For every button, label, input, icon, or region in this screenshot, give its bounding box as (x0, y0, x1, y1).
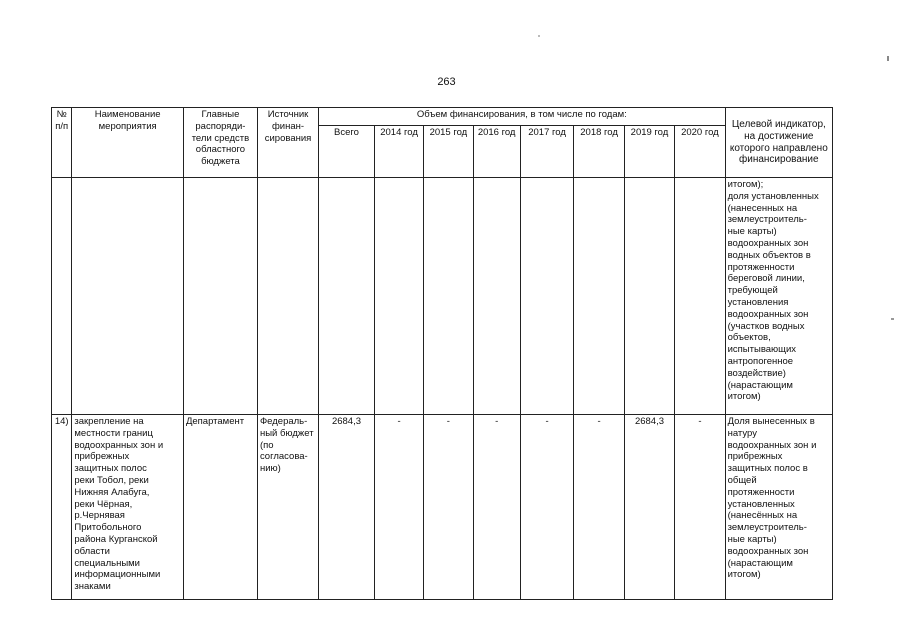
year-cell: - (424, 415, 473, 600)
year-cell: - (374, 415, 423, 600)
header-year: 2015 год (424, 126, 473, 178)
scan-artifact (891, 318, 894, 320)
header-volume: Объем финансирования, в том числе по годам: (319, 108, 726, 126)
table-header-row (52, 108, 833, 126)
scan-artifact (887, 56, 889, 61)
table-cell (520, 178, 574, 415)
table-cell (574, 178, 624, 415)
table-row (52, 178, 833, 415)
activity-name: закрепление на местности границ водоохранных зон и прибрежных защитных полос реки Тобол, реки Нижняя Алабуга, реки Чёрная, р.Чернявая Притобольного района Курганской области специальными информационными знаками (72, 415, 184, 600)
page-number: 263 (437, 76, 456, 88)
table-cell (52, 178, 72, 415)
table-cell (72, 178, 184, 415)
header-year: 2014 год (374, 126, 423, 178)
header-year: 2018 год (574, 126, 624, 178)
table-cell (624, 178, 674, 415)
table-cell (473, 178, 520, 415)
scan-artifact (538, 35, 540, 37)
table-cell (675, 178, 725, 415)
total-cell: 2684,3 (319, 415, 375, 600)
year-cell: - (574, 415, 624, 600)
header-year: 2020 год (675, 126, 725, 178)
year-cell: 2684,3 (624, 415, 674, 600)
indicator-cell: итогом); доля установленных (нанесенных на землеустроитель- ные карты) водоохранных зон водных объектов в протяженности береговой линии, требующей установления водоохранных зон (участков водных объектов, испытывающих антропогенное воздействие) (нарастающим итогом) (725, 178, 832, 415)
year-cell: - (675, 415, 725, 600)
row-number: 14) (52, 415, 72, 600)
header-managers: Главные распоряди- тели средств областного бюджета (183, 108, 257, 178)
year-cell: - (520, 415, 574, 600)
header-indicator: Целевой индикатор, на достижение которого направлено финансирование (725, 108, 832, 178)
header-source: Источник финан- сирования (257, 108, 318, 178)
manager-cell: Департамент (183, 415, 257, 600)
year-cell: - (473, 415, 520, 600)
header-name: Наименование мероприятия (72, 108, 184, 178)
header-year: 2017 год (520, 126, 574, 178)
table-cell (183, 178, 257, 415)
table-cell (319, 178, 375, 415)
financing-table (51, 107, 833, 600)
table-row (52, 415, 833, 600)
source-cell: Федераль- ный бюджет (по согласова- нию) (257, 415, 318, 600)
table-cell (374, 178, 423, 415)
header-year: 2019 год (624, 126, 674, 178)
header-total: Всего (319, 126, 375, 178)
header-num: № п/п (52, 108, 72, 178)
table-cell (424, 178, 473, 415)
table-cell (257, 178, 318, 415)
header-year: 2016 год (473, 126, 520, 178)
indicator-cell: Доля вынесенных в натуру водоохранных зон и прибрежных защитных полос в общей протяженности установленных (нанесённых на землеустроитель- ные карты) водоохранных зон (нарастающим итогом) (725, 415, 832, 600)
